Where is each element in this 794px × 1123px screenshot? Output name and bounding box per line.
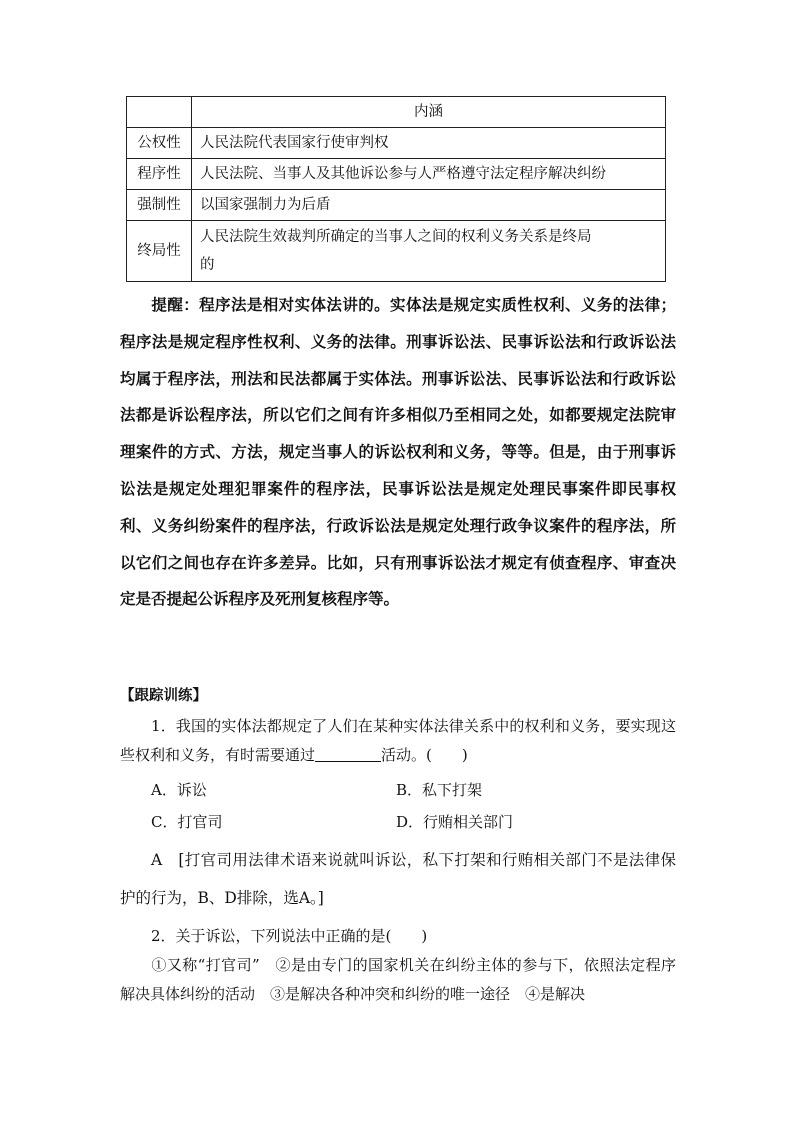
option-d: D．行贿相关部门 — [396, 813, 514, 831]
reminder-label: 提醒： — [151, 295, 200, 314]
row-desc-line1: 人民法院生效裁判所确定的当事人之间的权利义务关系是终局 — [200, 229, 592, 245]
row-name: 程序性 — [127, 159, 192, 190]
table-row — [127, 128, 666, 159]
table-row — [127, 159, 666, 190]
row-desc: 人民法院代表国家行使审判权 — [192, 128, 666, 159]
table-row — [127, 221, 666, 282]
answer-blank — [315, 745, 381, 762]
option-b: B．私下打架 — [396, 781, 483, 799]
row-desc-line2: 的 — [200, 257, 215, 273]
option-c: C．打官司 — [151, 813, 223, 831]
q1-stem-b: 活动。( ) — [381, 746, 468, 764]
option-a: A．诉讼 — [151, 781, 207, 799]
q2-items: ①又称“打官司” ②是由专门的国家机关在纠纷主体的参与下，依照法定程序解决具体纠纷的活动 ③是解决各种冲突和纠纷的唯一途径 ④是解决 — [120, 956, 676, 1003]
row-desc — [192, 221, 666, 282]
reminder-text: 程序法是相对实体法讲的。实体法是规定实质性权利、义务的法律；程序法是规定程序性权利、义务的法律。刑事诉讼法、民事诉讼法和行政诉讼法均属于程序法，刑法和民法都属于实体法。刑事诉讼法、民事诉讼法和行政诉讼法都是诉讼程序法，所以它们之间有许多相似乃至相同之处，如都要规定法院审理案件的方式、方法，规定当事人的诉讼权利和义务，等等。但是，由于刑事诉讼法是规定处理犯罪案件的程序法，民事诉讼法是规定处理民事案件即民事权利、义务纠纷案件的程序法，行政诉讼法是规定处理行政争议案件的程序法，所以它们之间也存在许多差异。比如，只有刑事诉讼法才规定有侦查程序、审查决定是否提起公诉程序及死刑复核程序等。 — [120, 295, 676, 609]
row-desc: 人民法院、当事人及其他诉讼参与人严格遵守法定程序解决纠纷 — [192, 159, 666, 190]
table-header-meaning: 内涵 — [192, 97, 666, 128]
row-name: 公权性 — [127, 128, 192, 159]
question-1-answer — [120, 841, 676, 917]
row-name: 终局性 — [127, 221, 192, 282]
question-1-stem — [120, 712, 676, 770]
q1-answer-text: A [打官司用法律术语来说就叫诉讼，私下打架和行贿相关部门不是法律保护的行为，B、D排除，选A。] — [120, 851, 676, 907]
row-desc: 以国家强制力为后盾 — [192, 190, 666, 221]
section-title: 【跟踪训练】 — [120, 687, 207, 704]
row-name: 强制性 — [127, 190, 192, 221]
q2-stem: 2．关于诉讼，下列说法中正确的是( ) — [151, 927, 428, 945]
feature-table — [126, 96, 666, 282]
q1-stem-a: 1．我国的实体法都规定了人们在某种实体法律关系中的权利和义务，要实现这些权利和义务，有时需要通过 — [120, 717, 676, 764]
question-2 — [120, 922, 676, 1009]
table-row — [127, 190, 666, 221]
table-header-empty — [127, 97, 192, 128]
reminder-paragraph — [120, 287, 676, 618]
